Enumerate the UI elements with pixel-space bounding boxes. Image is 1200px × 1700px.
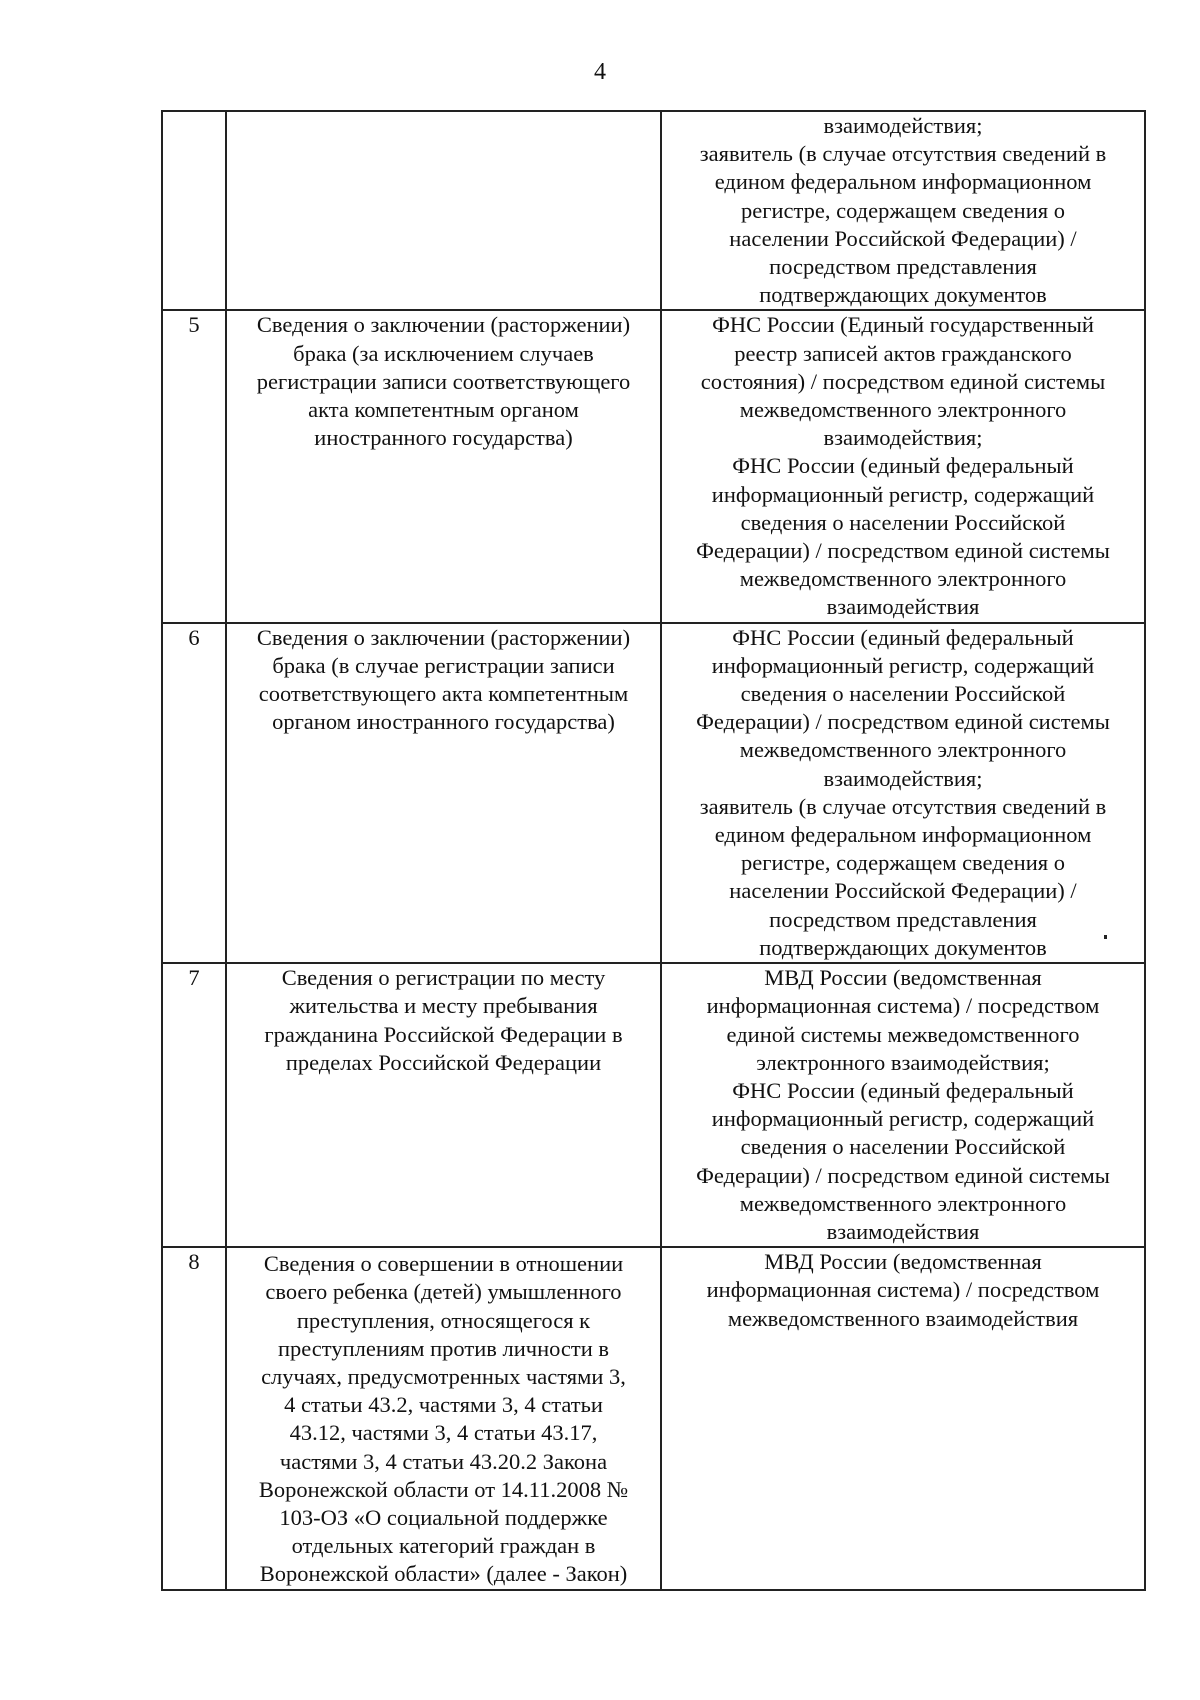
row-number-cell [162,111,226,310]
table-row [162,1247,1145,1589]
info-cell: Сведения о регистрации по месту жительства и месту пребывания гражданина Российской Федерации в пределах Российской Федерации [226,963,661,1247]
page-number: 4 [594,59,606,85]
row-number-cell: 8 [162,1247,226,1589]
source-cell: ФНС России (единый федеральный информационный регистр, содержащий сведения о населении Российской Федерации) / посредством единой системы межведомственного электронного взаимодействия; заявитель (в случае отсутствия сведений в едином федеральном информационном регистре, содержащем сведения о населении Российской Федерации) / посредством представления подтверждающих документов [661,623,1145,963]
table-row [162,310,1145,622]
source-cell: взаимодействия; заявитель (в случае отсутствия сведений в едином федеральном информационном регистре, содержащем сведения о населении Российской Федерации) / посредством представления подтверждающих документов [661,111,1145,310]
source-cell: МВД России (ведомственная информационная система) / посредством межведомственного взаимодействия [661,1247,1145,1589]
row-number-cell: 7 [162,963,226,1247]
table-row [162,623,1145,963]
source-cell: ФНС России (Единый государственный реестр записей актов гражданского состояния) / посредством единой системы межведомственного электронного взаимодействия; ФНС России (единый федеральный информационный регистр, содержащий сведения о населении Российской Федерации) / посредством единой системы межведомственного электронного взаимодействия [661,310,1145,622]
services-table [161,110,1146,1591]
info-cell: Сведения о совершении в отношении своего ребенка (детей) умышленного преступления, относящегося к преступлениям против личности в случаях, предусмотренных частями 3, 4 статьи 43.2, частями 3, 4 статьи 43.12, частями 3, 4 статьи 43.17, частями 3, 4 статьи 43.20.2 Закона Воронежской области от 14.11.2008 № 103-ОЗ «О социальной поддержке отдельных категорий граждан в Воронежской области» (далее - Закон) [226,1247,661,1589]
info-cell: Сведения о заключении (расторжении) брака (за исключением случаев регистрации записи соответствующего акта компетентным органом иностранного государства) [226,310,661,622]
info-cell [226,111,661,310]
row-number-cell: 6 [162,623,226,963]
scan-speck [1104,935,1107,939]
table-row [162,111,1145,310]
source-cell: МВД России (ведомственная информационная система) / посредством единой системы межведомственного электронного взаимодействия; ФНС России (единый федеральный информационный регистр, содержащий сведения о населении Российской Федерации) / посредством единой системы межведомственного электронного взаимодействия [661,963,1145,1247]
table-row [162,963,1145,1247]
row-number-cell: 5 [162,310,226,622]
info-cell: Сведения о заключении (расторжении) брака (в случае регистрации записи соответствующего акта компетентным органом иностранного государства) [226,623,661,963]
